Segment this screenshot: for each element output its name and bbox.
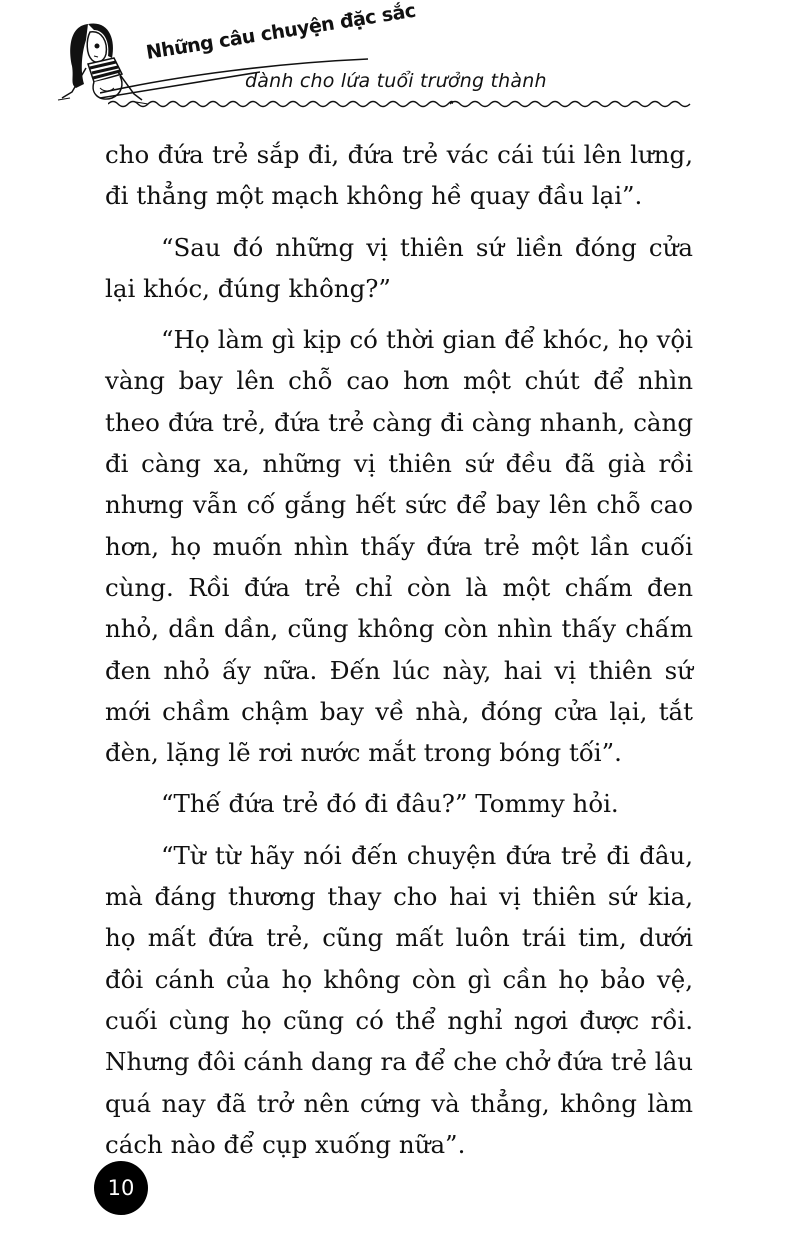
page-number: 10 [107, 1176, 135, 1200]
wavy-rule [108, 98, 453, 110]
page-number-badge [94, 1161, 148, 1215]
page-body-text [105, 134, 693, 1175]
running-header [0, 0, 800, 120]
paragraph: “Họ làm gì kịp có thời gian để khóc, họ vội vàng bay lên chỗ cao hơn một chút để nhìn theo đứa trẻ, đứa trẻ càng đi càng nhanh, càng đi càng xa, những vị thiên sứ đều đã già rồi nhưng vẫn cố gắng hết sức để bay lên chỗ cao hơn, họ muốn nhìn thấy đứa trẻ một lần cuối cùng. Rồi đứa trẻ chỉ còn là một chấm đen nhỏ, dần dần, cũng không còn nhìn thấy chấm đen nhỏ ấy nữa. Đến lúc này, hai vị thiên sứ mới chầm chậm bay về nhà, đóng cửa lại, tắt đèn, lặng lẽ rơi nước mắt trong bóng tối”. [105, 325, 693, 768]
paragraph: cho đứa trẻ sắp đi, đứa trẻ vác cái túi lên lưng, đi thẳng một mạch không hề quay đầu lại”. [105, 140, 693, 211]
header-title-line-1: Những câu chuyện đặc sắc [144, 0, 417, 64]
wavy-rule-continued [450, 98, 695, 110]
paragraph: “Thế đứa trẻ đó đi đâu?” Tommy hỏi. [161, 789, 619, 819]
paragraph: “Từ từ hãy nói đến chuyện đứa trẻ đi đâu, mà đáng thương thay cho hai vị thiên sứ kia, họ mất đứa trẻ, cũng mất luôn trái tim, dưới đôi cánh của họ không còn gì cần họ bảo vệ, cuối cùng họ cũng có thể nghỉ ngơi được rồi. Nhưng đôi cánh dang ra để che chở đứa trẻ lâu quá nay đã trở nên cứng và thẳng, không làm cách nào để cụp xuống nữa”. [105, 840, 693, 1159]
paragraph: “Sau đó những vị thiên sứ liền đóng cửa lại khóc, đúng không?” [105, 232, 693, 303]
header-title-line-2: dành cho lứa tuổi trưởng thành [245, 70, 547, 92]
